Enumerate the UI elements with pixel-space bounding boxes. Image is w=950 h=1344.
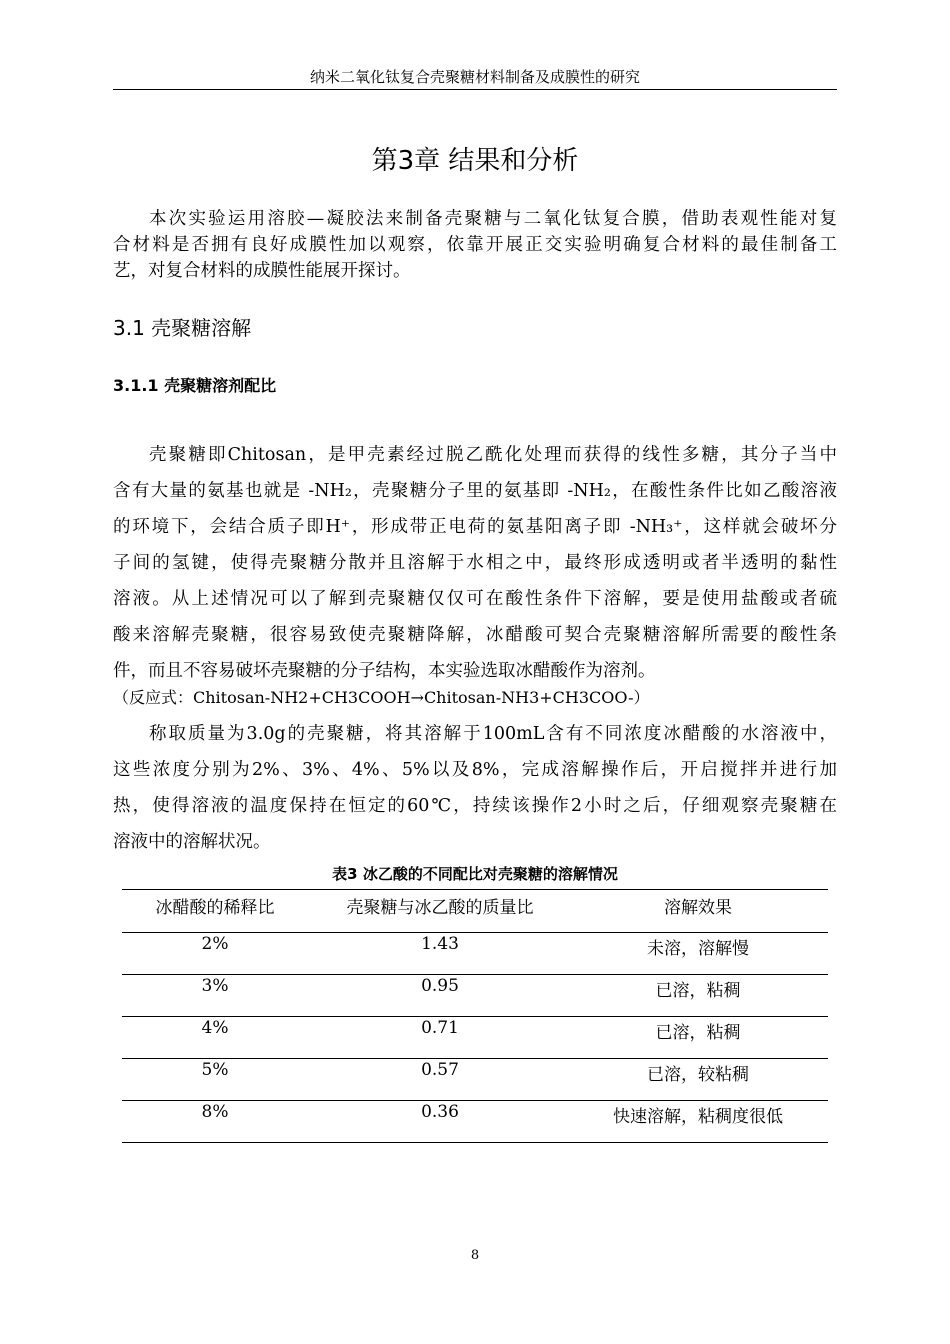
para-line: 这些浓度分别为2%、3%、4%、5%以及8%，完成溶解操作后，开启搅拌并进行加 xyxy=(113,760,837,780)
para-line: 子间的氢键，使得壳聚糖分散并且溶解于水相之中，最终形成透明或者半透明的黏性 xyxy=(113,553,837,573)
para-line: 称取质量为3.0g的壳聚糖，将其溶解于100mL含有不同浓度冰醋酸的水溶液中， xyxy=(149,724,837,744)
table-cell: 2% xyxy=(201,934,229,954)
page-number: 8 xyxy=(470,1248,480,1263)
chapter-title: 第3章 结果和分析 xyxy=(371,146,579,176)
table-header: 壳聚糖与冰乙酸的质量比 xyxy=(346,898,534,918)
reaction-equation: （反应式：Chitosan-NH2+CH3COOH→Chitosan-NH3+CH3COO-） xyxy=(113,688,650,707)
table-header: 溶解效果 xyxy=(664,898,732,918)
table-cell: 未溶，溶解慢 xyxy=(647,939,749,959)
table-cell: 已溶，粘稠 xyxy=(655,1023,741,1043)
table-cell: 4% xyxy=(201,1018,229,1038)
table-cell: 快速溶解，粘稠度很低 xyxy=(613,1107,783,1127)
table-cell: 0.71 xyxy=(421,1018,459,1038)
subsection-heading: 3.1.1 壳聚糖溶剂配比 xyxy=(113,376,277,395)
header-rule xyxy=(113,89,837,90)
intro-line: 艺，对复合材料的成膜性能展开探讨。 xyxy=(113,261,411,281)
table-cell: 1.43 xyxy=(421,934,459,954)
table-cell: 0.57 xyxy=(421,1060,459,1080)
para-line: 溶液。从上述情况可以了解到壳聚糖仅仅可在酸性条件下溶解，要是使用盐酸或者硫 xyxy=(113,589,837,609)
table-rule xyxy=(122,1016,828,1017)
table-caption: 表3 冰乙酸的不同配比对壳聚糖的溶解情况 xyxy=(332,865,618,883)
table-rule xyxy=(122,1142,828,1143)
table-cell: 0.36 xyxy=(421,1102,459,1122)
table-rule xyxy=(122,1058,828,1059)
para-line: 热，使得溶液的温度保持在恒定的60℃，持续该操作2小时之后，仔细观察壳聚糖在 xyxy=(113,796,837,816)
table-cell: 已溶，较粘稠 xyxy=(647,1065,749,1085)
para-line: 含有大量的氨基也就是 -NH₂，壳聚糖分子里的氨基即 -NH₂，在酸性条件比如乙酸溶液 xyxy=(113,481,837,501)
table-cell: 3% xyxy=(201,976,229,996)
table-rule xyxy=(122,889,828,890)
table-cell: 8% xyxy=(201,1102,229,1122)
para-line: 溶液中的溶解状况。 xyxy=(113,832,271,852)
intro-line: 合材料是否拥有良好成膜性加以观察，依靠开展正交实验明确复合材料的最佳制备工 xyxy=(113,235,837,255)
para-line: 件，而且不容易破坏壳聚糖的分子结构，本实验选取冰醋酸作为溶剂。 xyxy=(113,661,656,681)
table-cell: 0.95 xyxy=(421,976,459,996)
table-rule xyxy=(122,974,828,975)
section-heading: 3.1 壳聚糖溶解 xyxy=(113,316,252,340)
table-rule xyxy=(122,1100,828,1101)
para-line: 的环境下，会结合质子即H⁺，形成带正电荷的氨基阳离子即 -NH₃⁺，这样就会破坏分 xyxy=(113,517,837,537)
running-header: 纳米二氧化钛复合壳聚糖材料制备及成膜性的研究 xyxy=(309,68,640,86)
para-line: 壳聚糖即Chitosan，是甲壳素经过脱乙酰化处理而获得的线性多糖，其分子当中 xyxy=(149,445,837,465)
table-cell: 已溶，粘稠 xyxy=(655,981,741,1001)
intro-line: 本次实验运用溶胶—凝胶法来制备壳聚糖与二氧化钛复合膜，借助表观性能对复 xyxy=(149,209,837,229)
table-cell: 5% xyxy=(201,1060,229,1080)
para-line: 酸来溶解壳聚糖，很容易致使壳聚糖降解，冰醋酸可契合壳聚糖溶解所需要的酸性条 xyxy=(113,625,837,645)
table-header: 冰醋酸的稀释比 xyxy=(155,898,275,918)
table-rule xyxy=(122,932,828,933)
